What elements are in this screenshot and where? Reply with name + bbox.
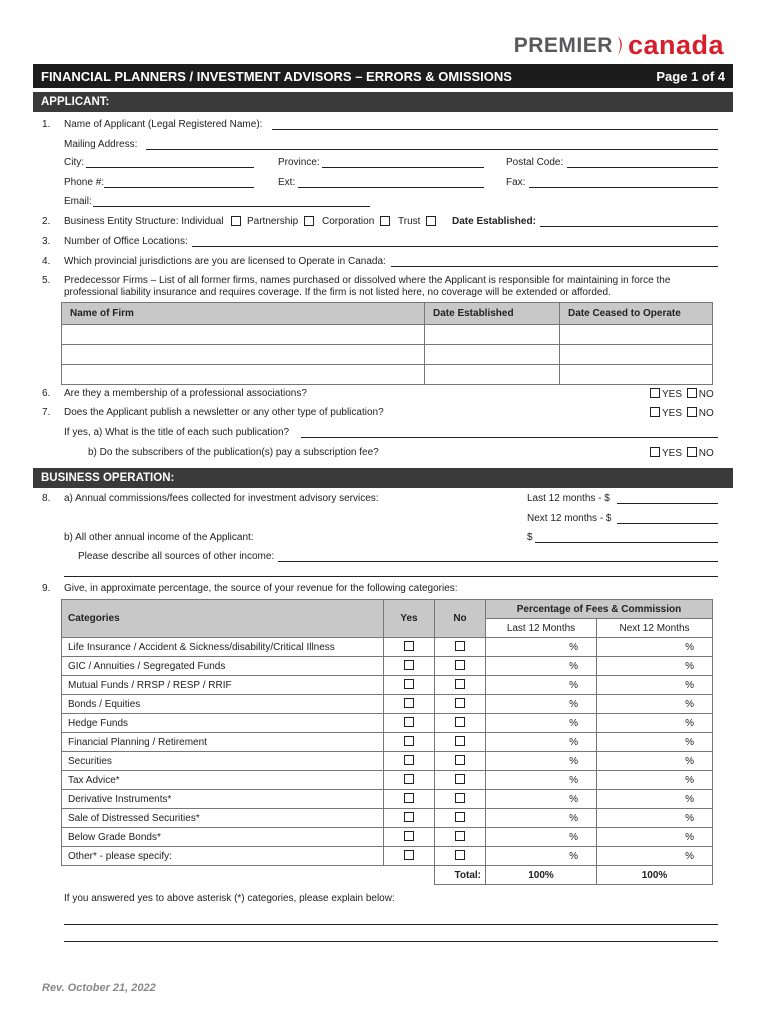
last-12-percent-cell[interactable]: % bbox=[486, 752, 597, 771]
phone-label: Phone #: bbox=[64, 177, 105, 188]
q9-number: 9. bbox=[42, 583, 51, 594]
province-field[interactable] bbox=[322, 167, 484, 168]
corporation-checkbox[interactable] bbox=[380, 216, 390, 226]
q8-number: 8. bbox=[42, 493, 51, 504]
categories-header: Categories bbox=[62, 600, 384, 638]
category-no-checkbox[interactable] bbox=[455, 850, 465, 860]
q3-label: Number of Office Locations: bbox=[64, 236, 188, 247]
category-no-cell bbox=[435, 828, 486, 847]
category-label: Derivative Instruments* bbox=[62, 790, 384, 809]
q6-number: 6. bbox=[42, 388, 51, 399]
last-12-percent-cell[interactable]: % bbox=[486, 847, 597, 866]
partnership-label: Partnership bbox=[247, 216, 299, 227]
category-label: Life Insurance / Accident & Sickness/disability/Critical Illness bbox=[62, 638, 384, 657]
q9-label: Give, in approximate percentage, the source of your revenue for the following categories: bbox=[64, 583, 458, 594]
table-row bbox=[62, 365, 713, 385]
next-12-percent-cell[interactable]: % bbox=[597, 695, 713, 714]
q7-yes-checkbox[interactable] bbox=[650, 407, 660, 417]
table-row bbox=[62, 733, 713, 752]
trust-checkbox[interactable] bbox=[426, 216, 436, 226]
category-yes-checkbox[interactable] bbox=[404, 850, 414, 860]
category-label: Mutual Funds / RRSP / RESP / RRIF bbox=[62, 676, 384, 695]
last-12-percent-cell[interactable]: % bbox=[486, 676, 597, 695]
category-no-checkbox[interactable] bbox=[455, 736, 465, 746]
next-12-percent-cell[interactable]: % bbox=[597, 676, 713, 695]
category-no-checkbox[interactable] bbox=[455, 793, 465, 803]
category-no-cell bbox=[435, 657, 486, 676]
last-12-percent-cell[interactable]: % bbox=[486, 771, 597, 790]
last-12-percent-cell[interactable]: % bbox=[486, 790, 597, 809]
describe-income-field-2[interactable] bbox=[64, 576, 718, 577]
category-yes-checkbox[interactable] bbox=[404, 679, 414, 689]
logo-premier-text: PREMIER bbox=[513, 33, 613, 57]
next-12-header: Next 12 Months bbox=[597, 619, 713, 638]
last-12-months-label: Last 12 months - $ bbox=[527, 493, 610, 504]
table-row bbox=[62, 657, 713, 676]
q6-no-checkbox[interactable] bbox=[687, 388, 697, 398]
individual-checkbox[interactable] bbox=[231, 216, 241, 226]
table-row bbox=[62, 695, 713, 714]
predecessor-firms-table bbox=[61, 302, 713, 385]
next-12-percent-cell[interactable]: % bbox=[597, 828, 713, 847]
corporation-label: Corporation bbox=[322, 216, 375, 227]
describe-income-field-1[interactable] bbox=[278, 561, 718, 562]
category-label: Tax Advice* bbox=[62, 771, 384, 790]
table-row bbox=[62, 790, 713, 809]
table-row bbox=[62, 828, 713, 847]
category-yes-checkbox[interactable] bbox=[404, 641, 414, 651]
next-12-months-label: Next 12 months - $ bbox=[527, 513, 612, 524]
category-no-cell bbox=[435, 809, 486, 828]
q5-label-line1: Predecessor Firms – List of all former firms, names purchased or dissolved where the Applicant is responsible for maintaining in force the bbox=[64, 275, 671, 286]
q2-number: 2. bbox=[42, 216, 51, 227]
next-12-percent-cell[interactable]: % bbox=[597, 847, 713, 866]
last-12-months-field[interactable] bbox=[617, 503, 718, 504]
q1-label: Name of Applicant (Legal Registered Name): bbox=[64, 119, 263, 130]
firm-established-cell[interactable] bbox=[425, 345, 560, 365]
category-label: Other* - please specify: bbox=[62, 847, 384, 866]
category-label: Bonds / Equities bbox=[62, 695, 384, 714]
q7-number: 7. bbox=[42, 407, 51, 418]
other-income-field[interactable] bbox=[535, 542, 718, 543]
q7-label: Does the Applicant publish a newsletter or any other type of publication? bbox=[64, 407, 384, 418]
category-yes-cell bbox=[384, 733, 435, 752]
business-operation-header: BUSINESS OPERATION: bbox=[33, 468, 733, 488]
category-yes-cell bbox=[384, 809, 435, 828]
firm-name-cell[interactable] bbox=[62, 345, 425, 365]
q7b-yes-no: YES NO bbox=[648, 447, 714, 459]
form-title-bar bbox=[33, 64, 733, 88]
last-12-percent-cell[interactable]: % bbox=[486, 733, 597, 752]
category-yes-cell bbox=[384, 828, 435, 847]
category-yes-cell bbox=[384, 752, 435, 771]
firm-ceased-cell[interactable] bbox=[560, 365, 713, 385]
category-no-checkbox[interactable] bbox=[455, 679, 465, 689]
city-label: City: bbox=[64, 157, 84, 168]
category-label: Hedge Funds bbox=[62, 714, 384, 733]
table-row bbox=[62, 752, 713, 771]
next-12-percent-cell[interactable]: % bbox=[597, 790, 713, 809]
category-yes-cell bbox=[384, 657, 435, 676]
last-12-header: Last 12 Months bbox=[486, 619, 597, 638]
category-no-checkbox[interactable] bbox=[455, 717, 465, 727]
category-no-cell bbox=[435, 638, 486, 657]
explain-field-1[interactable] bbox=[64, 924, 718, 925]
q7-no-checkbox[interactable] bbox=[687, 407, 697, 417]
firm-date-ceased-header: Date Ceased to Operate bbox=[560, 303, 713, 325]
category-yes-checkbox[interactable] bbox=[404, 831, 414, 841]
table-row bbox=[62, 325, 713, 345]
category-no-cell bbox=[435, 847, 486, 866]
category-no-checkbox[interactable] bbox=[455, 831, 465, 841]
category-no-cell bbox=[435, 714, 486, 733]
table-row bbox=[62, 771, 713, 790]
firm-established-cell[interactable] bbox=[425, 325, 560, 345]
fax-field[interactable] bbox=[529, 187, 718, 188]
next-12-months-field[interactable] bbox=[617, 523, 718, 524]
percentage-header: Percentage of Fees & Commission bbox=[486, 600, 713, 619]
category-yes-checkbox[interactable] bbox=[404, 812, 414, 822]
postal-code-label: Postal Code: bbox=[506, 157, 564, 168]
office-locations-field[interactable] bbox=[192, 246, 718, 247]
q5-number: 5. bbox=[42, 275, 51, 286]
table-row bbox=[62, 847, 713, 866]
applicant-section-header: APPLICANT: bbox=[33, 92, 733, 112]
firm-ceased-cell[interactable] bbox=[560, 325, 713, 345]
ext-field[interactable] bbox=[298, 187, 484, 188]
phone-field[interactable] bbox=[104, 187, 254, 188]
category-no-checkbox[interactable] bbox=[455, 641, 465, 651]
logo-swoosh-icon bbox=[616, 35, 625, 57]
form-title: FINANCIAL PLANNERS / INVESTMENT ADVISORS – ERRORS & OMISSIONS bbox=[41, 68, 512, 84]
category-no-checkbox[interactable] bbox=[455, 660, 465, 670]
individual-label: Individual bbox=[181, 216, 224, 227]
category-no-checkbox[interactable] bbox=[455, 698, 465, 708]
q7-yes-no: YES NO bbox=[648, 407, 714, 419]
q7a-label: If yes, a) What is the title of each such publication? bbox=[64, 427, 290, 438]
category-yes-cell bbox=[384, 638, 435, 657]
next-12-percent-cell[interactable]: % bbox=[597, 714, 713, 733]
category-yes-cell bbox=[384, 676, 435, 695]
yes-header: Yes bbox=[384, 600, 435, 638]
category-yes-checkbox[interactable] bbox=[404, 660, 414, 670]
jurisdictions-field[interactable] bbox=[391, 266, 718, 267]
q7b-label: b) Do the subscribers of the publication(s) pay a subscription fee? bbox=[88, 447, 379, 458]
applicant-name-field[interactable] bbox=[272, 129, 718, 130]
next-12-percent-cell[interactable]: % bbox=[597, 771, 713, 790]
q6-yes-checkbox[interactable] bbox=[650, 388, 660, 398]
next-12-percent-cell[interactable]: % bbox=[597, 733, 713, 752]
q8b-label: b) All other annual income of the Applicant: bbox=[64, 532, 254, 543]
email-field[interactable] bbox=[93, 206, 370, 207]
category-no-cell bbox=[435, 790, 486, 809]
firm-name-cell[interactable] bbox=[62, 365, 425, 385]
category-yes-checkbox[interactable] bbox=[404, 698, 414, 708]
category-no-checkbox[interactable] bbox=[455, 755, 465, 765]
category-no-cell bbox=[435, 695, 486, 714]
next-12-percent-cell[interactable]: % bbox=[597, 752, 713, 771]
q3-number: 3. bbox=[42, 236, 51, 247]
category-no-cell bbox=[435, 752, 486, 771]
q7b-yes-checkbox[interactable] bbox=[650, 447, 660, 457]
total-label: Total: bbox=[435, 866, 486, 885]
category-yes-checkbox[interactable] bbox=[404, 717, 414, 727]
last-12-percent-cell[interactable]: % bbox=[486, 809, 597, 828]
explain-field-2[interactable] bbox=[64, 941, 718, 942]
q4-label: Which provincial jurisdictions are you are licensed to Operate in Canada: bbox=[64, 256, 386, 267]
logo-canada-text: canada bbox=[627, 30, 724, 60]
category-yes-cell bbox=[384, 790, 435, 809]
category-no-cell bbox=[435, 771, 486, 790]
firm-ceased-cell[interactable] bbox=[560, 345, 713, 365]
describe-income-label: Please describe all sources of other income: bbox=[78, 551, 275, 562]
partnership-checkbox[interactable] bbox=[304, 216, 314, 226]
category-label: Sale of Distressed Securities* bbox=[62, 809, 384, 828]
next-12-percent-cell[interactable]: % bbox=[597, 638, 713, 657]
q1-number: 1. bbox=[42, 119, 51, 130]
explain-label: If you answered yes to above asterisk (*) categories, please explain below: bbox=[64, 893, 395, 904]
table-row bbox=[62, 714, 713, 733]
category-yes-cell bbox=[384, 847, 435, 866]
trust-label: Trust bbox=[398, 216, 421, 227]
city-field[interactable] bbox=[86, 167, 254, 168]
category-yes-checkbox[interactable] bbox=[404, 793, 414, 803]
category-no-checkbox[interactable] bbox=[455, 774, 465, 784]
category-yes-cell bbox=[384, 695, 435, 714]
table-row bbox=[62, 809, 713, 828]
category-label: Securities bbox=[62, 752, 384, 771]
last-12-percent-cell[interactable]: % bbox=[486, 828, 597, 847]
q2-label: Business Entity Structure: Individual bbox=[64, 216, 224, 227]
category-no-cell bbox=[435, 733, 486, 752]
date-established-label: Date Established: bbox=[452, 216, 536, 227]
category-no-checkbox[interactable] bbox=[455, 812, 465, 822]
other-income-dollar: $ bbox=[527, 532, 533, 543]
no-header: No bbox=[435, 600, 486, 638]
q7b-no-checkbox[interactable] bbox=[687, 447, 697, 457]
firm-name-cell[interactable] bbox=[62, 325, 425, 345]
premier-canada-logo bbox=[514, 30, 724, 61]
province-label: Province: bbox=[278, 157, 320, 168]
total-next-12: 100% bbox=[597, 866, 713, 885]
firm-name-header: Name of Firm bbox=[62, 303, 425, 325]
category-yes-cell bbox=[384, 714, 435, 733]
firm-established-cell[interactable] bbox=[425, 365, 560, 385]
next-12-percent-cell[interactable]: % bbox=[597, 809, 713, 828]
category-label: Below Grade Bonds* bbox=[62, 828, 384, 847]
table-row bbox=[62, 345, 713, 365]
last-12-percent-cell[interactable]: % bbox=[486, 714, 597, 733]
total-last-12: 100% bbox=[486, 866, 597, 885]
page-number: Page 1 of 4 bbox=[656, 68, 725, 84]
postal-code-field[interactable] bbox=[567, 167, 718, 168]
q6-label: Are they a membership of a professional associations? bbox=[64, 388, 307, 399]
publication-title-field[interactable] bbox=[301, 437, 718, 438]
category-label: GIC / Annuities / Segregated Funds bbox=[62, 657, 384, 676]
q4-number: 4. bbox=[42, 256, 51, 267]
category-yes-cell bbox=[384, 771, 435, 790]
q6-yes-no: YES NO bbox=[648, 388, 714, 400]
category-yes-checkbox[interactable] bbox=[404, 755, 414, 765]
q8a-label: a) Annual commissions/fees collected for investment advisory services: bbox=[64, 493, 379, 504]
q5-label-line2: professional liability insurance and requires coverage. If the firm is not listed here, no coverage will be extended or afforded. bbox=[64, 287, 611, 298]
email-label: Email: bbox=[64, 196, 92, 207]
category-yes-checkbox[interactable] bbox=[404, 774, 414, 784]
fax-label: Fax: bbox=[506, 177, 526, 188]
table-row bbox=[62, 676, 713, 695]
mailing-address-label: Mailing Address: bbox=[64, 139, 138, 150]
last-12-percent-cell[interactable]: % bbox=[486, 638, 597, 657]
category-label: Financial Planning / Retirement bbox=[62, 733, 384, 752]
date-established-field[interactable] bbox=[540, 226, 718, 227]
category-no-cell bbox=[435, 676, 486, 695]
mailing-address-field[interactable] bbox=[146, 149, 718, 150]
next-12-percent-cell[interactable]: % bbox=[597, 657, 713, 676]
firm-date-established-header: Date Established bbox=[425, 303, 560, 325]
last-12-percent-cell[interactable]: % bbox=[486, 695, 597, 714]
ext-label: Ext: bbox=[278, 177, 296, 188]
last-12-percent-cell[interactable]: % bbox=[486, 657, 597, 676]
table-row bbox=[62, 638, 713, 657]
category-yes-checkbox[interactable] bbox=[404, 736, 414, 746]
revision-date: Rev. October 21, 2022 bbox=[42, 982, 156, 994]
revenue-categories-table bbox=[61, 599, 713, 885]
